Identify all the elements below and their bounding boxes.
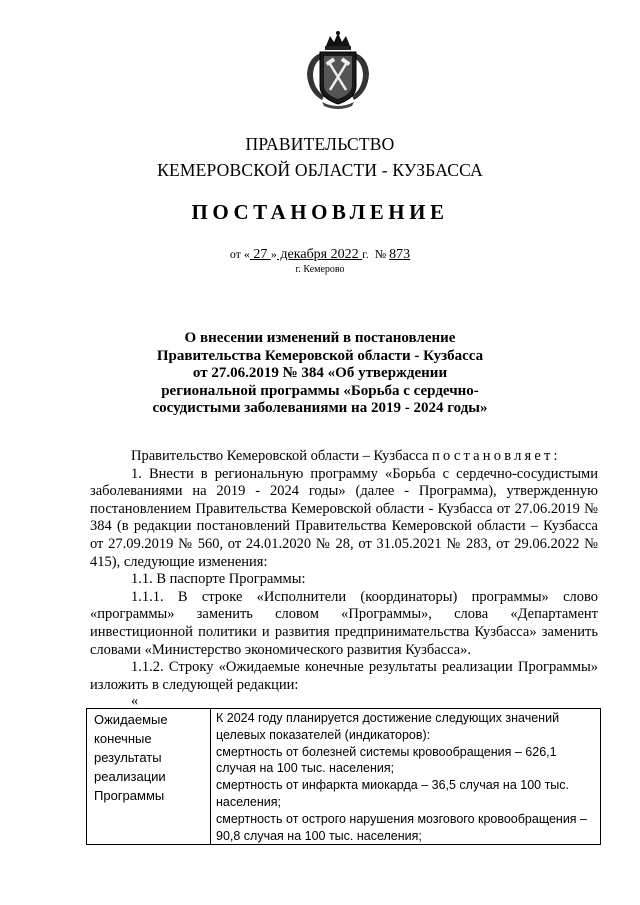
opening-quote-mark: « [131, 693, 139, 709]
table-row [87, 709, 601, 845]
decree-body [90, 448, 598, 694]
org-name-line1: ПРАВИТЕЛЬСТВО [245, 134, 395, 154]
decree-number: 873 [389, 247, 411, 262]
number-label: № [374, 247, 387, 261]
document-type-title: ПОСТАНОВЛЕНИЕ [191, 200, 449, 224]
paragraph-1-1-1: 1.1.1. В строке «Исполнители (координаторы) программы» слово «программы» заменить словом «Программы», слова «Департамент инвестиционной политики и развития предпринимательства Кузбасса» заменить словами «Министерство экономического развития Кузбасса». [90, 588, 598, 658]
heading-line: сосудистыми заболеваниями на 2019 - 2024 годы» [152, 400, 488, 416]
results-values-cell [211, 709, 601, 845]
city-name: г. Кемерово [295, 264, 345, 275]
intro-text: Правительство Кемеровской области – Кузбасса [131, 448, 433, 464]
org-name-line2: КЕМЕРОВСКОЙ ОБЛАСТИ - КУЗБАССА [157, 160, 483, 180]
paragraph-1-1-2: 1.1.2. Строку «Ожидаемые конечные результаты реализации Программы» изложить в следующей редакции: [90, 659, 598, 693]
coat-of-arms-emblem [302, 30, 374, 110]
year-suffix: г. [362, 247, 369, 261]
decree-date-line [0, 247, 640, 263]
intro-paragraph [90, 448, 598, 466]
results-label-cell: Ожидаемые конечные результаты реализации Программы [87, 709, 211, 845]
paragraph-1-1: 1.1. В паспорте Программы: [131, 571, 306, 588]
intro-decrees-word: постановляет: [432, 448, 561, 464]
date-close-quote: » [270, 247, 277, 261]
date-prefix: от « [229, 247, 250, 261]
date-month-year: декабря 2022 [276, 247, 363, 262]
heading-line: от 27.06.2019 № 384 «Об утверждении [192, 365, 448, 381]
results-line: смертность от острого нарушения мозгового кровообращения – 90,8 случая на 100 тыс. населения; [216, 811, 588, 843]
heading-line: региональной программы «Борьба с сердечно- [161, 382, 479, 399]
heading-line: Правительства Кемеровской области - Кузбасса [156, 347, 484, 364]
results-line: смертность от инфаркта миокарда – 36,5 случая на 100 тыс. населения; [216, 778, 570, 809]
results-line: К 2024 году планируется достижение следующих значений целевых показателей (индикаторов): [216, 711, 560, 742]
decree-heading [130, 330, 510, 418]
date-day: 27 [249, 247, 271, 262]
heading-line: О внесении изменений в постановление [184, 330, 456, 346]
paragraph-1: 1. Внести в региональную программу «Борьба с сердечно-сосудистыми заболеваниями на 2019 - 2024 годы» (далее - Программа), утвержденную постановлением Правительства Кемеровской области - Кузбасса от 27.06.2019 № 384 (в редакции постановлений Правительства Кемеровской области – Кузбасса от 27.09.2019 № 560, от 24.01.2020 № 28, от 31.05.2021 № 283, от 29.06.2022 № 415), следующие изменения: [90, 465, 598, 570]
results-line: смертность от болезней системы кровообращения – 626,1 случая на 100 тыс. населения; [216, 744, 557, 776]
program-results-table [86, 708, 601, 845]
